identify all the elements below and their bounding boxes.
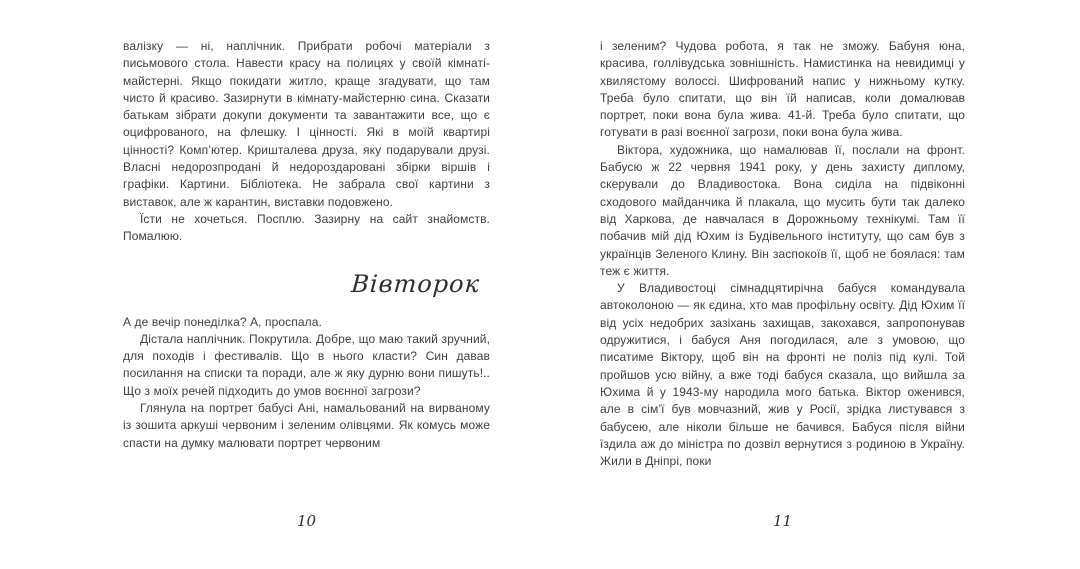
diary-paragraph: Дістала наплічник. Покрутила. Добре, що маю такий зручний, для походів і фестивалів. Що в нього класти? Син давав посилання на списки та поради, але ж яку дурню вони пишуть!.. Що з моїх речей підходить до умов воєнної загрози? (123, 331, 490, 398)
page-number-left: 10 (296, 512, 317, 530)
page-right (600, 38, 965, 548)
diary-paragraph: Глянула на портрет бабусі Ані, намальований на вирваному із зошита аркуші червоним і зеленим олівцями. Як комусь може спасти на думку малювати портрет червоним (123, 401, 490, 450)
diary-paragraph: У Владивостоці сімнадцятирічна бабуся командувала автоколоною — як єдина, хто мав профільну освіту. Дід Юхим її від усіх недобрих зазіхань захищав, закохався, запропонував одружитися, і бабуся Аня погодилася, але з умовою, що писатиме Віктору, щоб він на фронті не поліз під кулі. Той пройшов усю війну, а вже тоді бабуся сказала, що вийшла за Юхима й у 1943-му народила мого батька. Віктор оженився, але в сім’ї був мовчазний, жив у Росії, зрідка листувався з бабусею, але ніколи більше не бачився. Бабуся після війни їздила аж до міністра по дозвіл вернутися з родиною в Україну. Жили в Дніпрі, поки (600, 281, 965, 469)
diary-paragraph: Їсти не хочеться. Посплю. Зазирну на сайт знайомств. Помалюю. (123, 211, 490, 244)
diary-paragraph: А де вечір понеділка? А, проспала. (123, 314, 322, 329)
page-left-text (123, 38, 490, 452)
continuation-paragraph: і зеленим? Чудова робота, я так не зможу. Бабуня юна, красива, голлівудська зовнішність. Намистинка на невидимці у хвилястому волоссі. Шифрований напис у нижньому кутку. Треба було спитати, що він їй написав, коли домалював портрет, поки вона була жива. 41-й. Треба було спитати, що готувати в разі воєнної загрози, поки вона була жива. (600, 39, 965, 140)
continuation-paragraph: валізку — ні, наплічник. Прибрати робочі матеріали з письмового стола. Навести красу на полицях у своїй кімнаті-майстерні. Якщо покидати житло, краще згадувати, що там чисто й красиво. Зазирнути в кімнату-майстерню сина. Сказати батькам зібрати докупи документи та завантажити все, що є оцифрованого, на флешку. І цінності. Які в моїй квартирі цінності? Комп’ютер. Кришталева друза, яку подарували друзі. Власні недорозпродані й недороздаровані збірки віршів і графіки. Картини. Бібліотека. Не забрала свої картини з виставок, але ж карантин, виставки подовжено. (123, 39, 490, 209)
page-left (123, 38, 490, 548)
page-right-text (600, 38, 965, 470)
page-number-right: 11 (772, 512, 793, 530)
diary-paragraph: Віктора, художника, що намалював її, послали на фронт. Бабусю ж 22 червня 1941 року, у день захисту диплому, скерували до Владивостока. Вона сиділа на підвіконні сходового майданчика й плакала, що мусить бути так далеко від Харкова, де навчалася в Дорожньому технікумі. Там її побачив мій дід Юхим із Будівельного інституту, що сам був з українців Зеленого Клину. Він заспокоїв її, щоб не боялася: там теж є життя. (600, 142, 965, 278)
day-heading-tuesday: Вівторок (350, 269, 481, 298)
